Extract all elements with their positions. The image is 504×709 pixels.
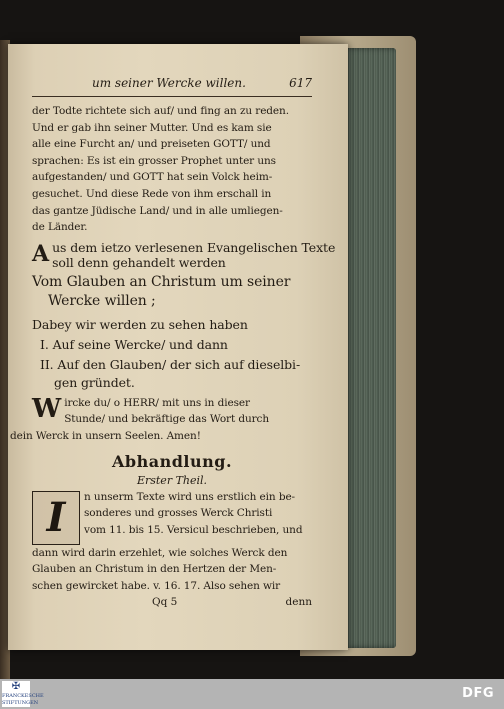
text-line: aufgestanden/ und GOTT hat sein Volck heim- (32, 171, 273, 184)
section-heading: Abhandlung. (111, 451, 233, 471)
text-line: schen gewircket habe. v. 16. 17. Also sehen wir (32, 579, 281, 592)
text-line: Glauben an Christum in den Hertzen der Men- (32, 563, 277, 576)
text-line: alle eine Furcht an/ und preiseten GOTT/ und (32, 138, 271, 151)
page-text (10, 74, 336, 614)
text-line: gesuchet. Und diese Rede von ihm erschall in (32, 187, 272, 200)
text-line: dann wird darin erzehlet, wie solches Werck den (32, 546, 288, 559)
text-line: Und er gab ihn seiner Mutter. Und es kam sie (32, 121, 272, 134)
text-line: soll denn gehandelt werden (52, 254, 226, 270)
point-line: II. Auf den Glauben/ der sich auf dieselbi- (40, 356, 301, 372)
running-title: um seiner Wercke willen. (92, 76, 246, 90)
page-footer (32, 596, 312, 614)
decorated-initial: I (32, 491, 80, 545)
signature-mark: Qq 5 (152, 596, 178, 609)
text-line: us dem ietzo verlesenen Evangelischen Texte (52, 239, 336, 255)
intro-initial: A (32, 240, 50, 267)
theme (32, 273, 312, 311)
page-header (32, 74, 312, 97)
main-paragraph (32, 489, 312, 595)
text-line: Stunde/ und bekräftige das Wort durch (64, 413, 269, 426)
point-line: I. Auf seine Wercke/ und dann (40, 336, 228, 352)
text-line: de Länder. (32, 221, 88, 234)
point-line: gen gründet. (54, 374, 135, 390)
text-line: das gantze Jüdische Land/ und in alle umliegen- (32, 204, 283, 217)
viewer-footer-bar (0, 679, 504, 709)
dfg-logo: DFG (462, 686, 494, 701)
text-line: n unserm Texte wird uns erstlich ein be- (84, 490, 296, 503)
intro-paragraph (32, 239, 336, 270)
logo-caption: FRANCKESCHE STIFTUNGEN (2, 693, 44, 706)
text-line: sonderes und grosses Werck Christi (84, 507, 273, 520)
text-line: der Todte richtete sich auf/ und fing an zu reden. (32, 105, 289, 117)
division-intro: Dabey wir werden zu sehen haben (32, 316, 248, 332)
prayer-paragraph (10, 393, 312, 445)
theme-line: Wercke willen ; (48, 292, 156, 309)
text-line: sprachen: Es ist ein grosser Prophet unter uns (32, 154, 276, 167)
text-line: dein Werck in unsern Seelen. Amen! (10, 429, 201, 442)
page-block-edge (340, 48, 396, 648)
paragraph-gospel-ending (32, 103, 312, 236)
theme-line: Vom Glauben an Christum um seiner (32, 273, 291, 290)
division-points (32, 335, 312, 391)
eagle-icon: ✠ (11, 681, 21, 692)
page-number: 617 (289, 76, 312, 90)
text-line: ircke du/ o HERR/ mit uns in dieser (64, 396, 250, 409)
catchword: denn (285, 596, 312, 609)
book-page (8, 44, 348, 650)
text-line: vom 11. bis 15. Versicul beschrieben, und (84, 523, 303, 536)
franckesche-stiftungen-logo (2, 681, 44, 707)
prayer-initial: W (32, 393, 62, 424)
section-subheading: Erster Theil. (136, 473, 208, 487)
